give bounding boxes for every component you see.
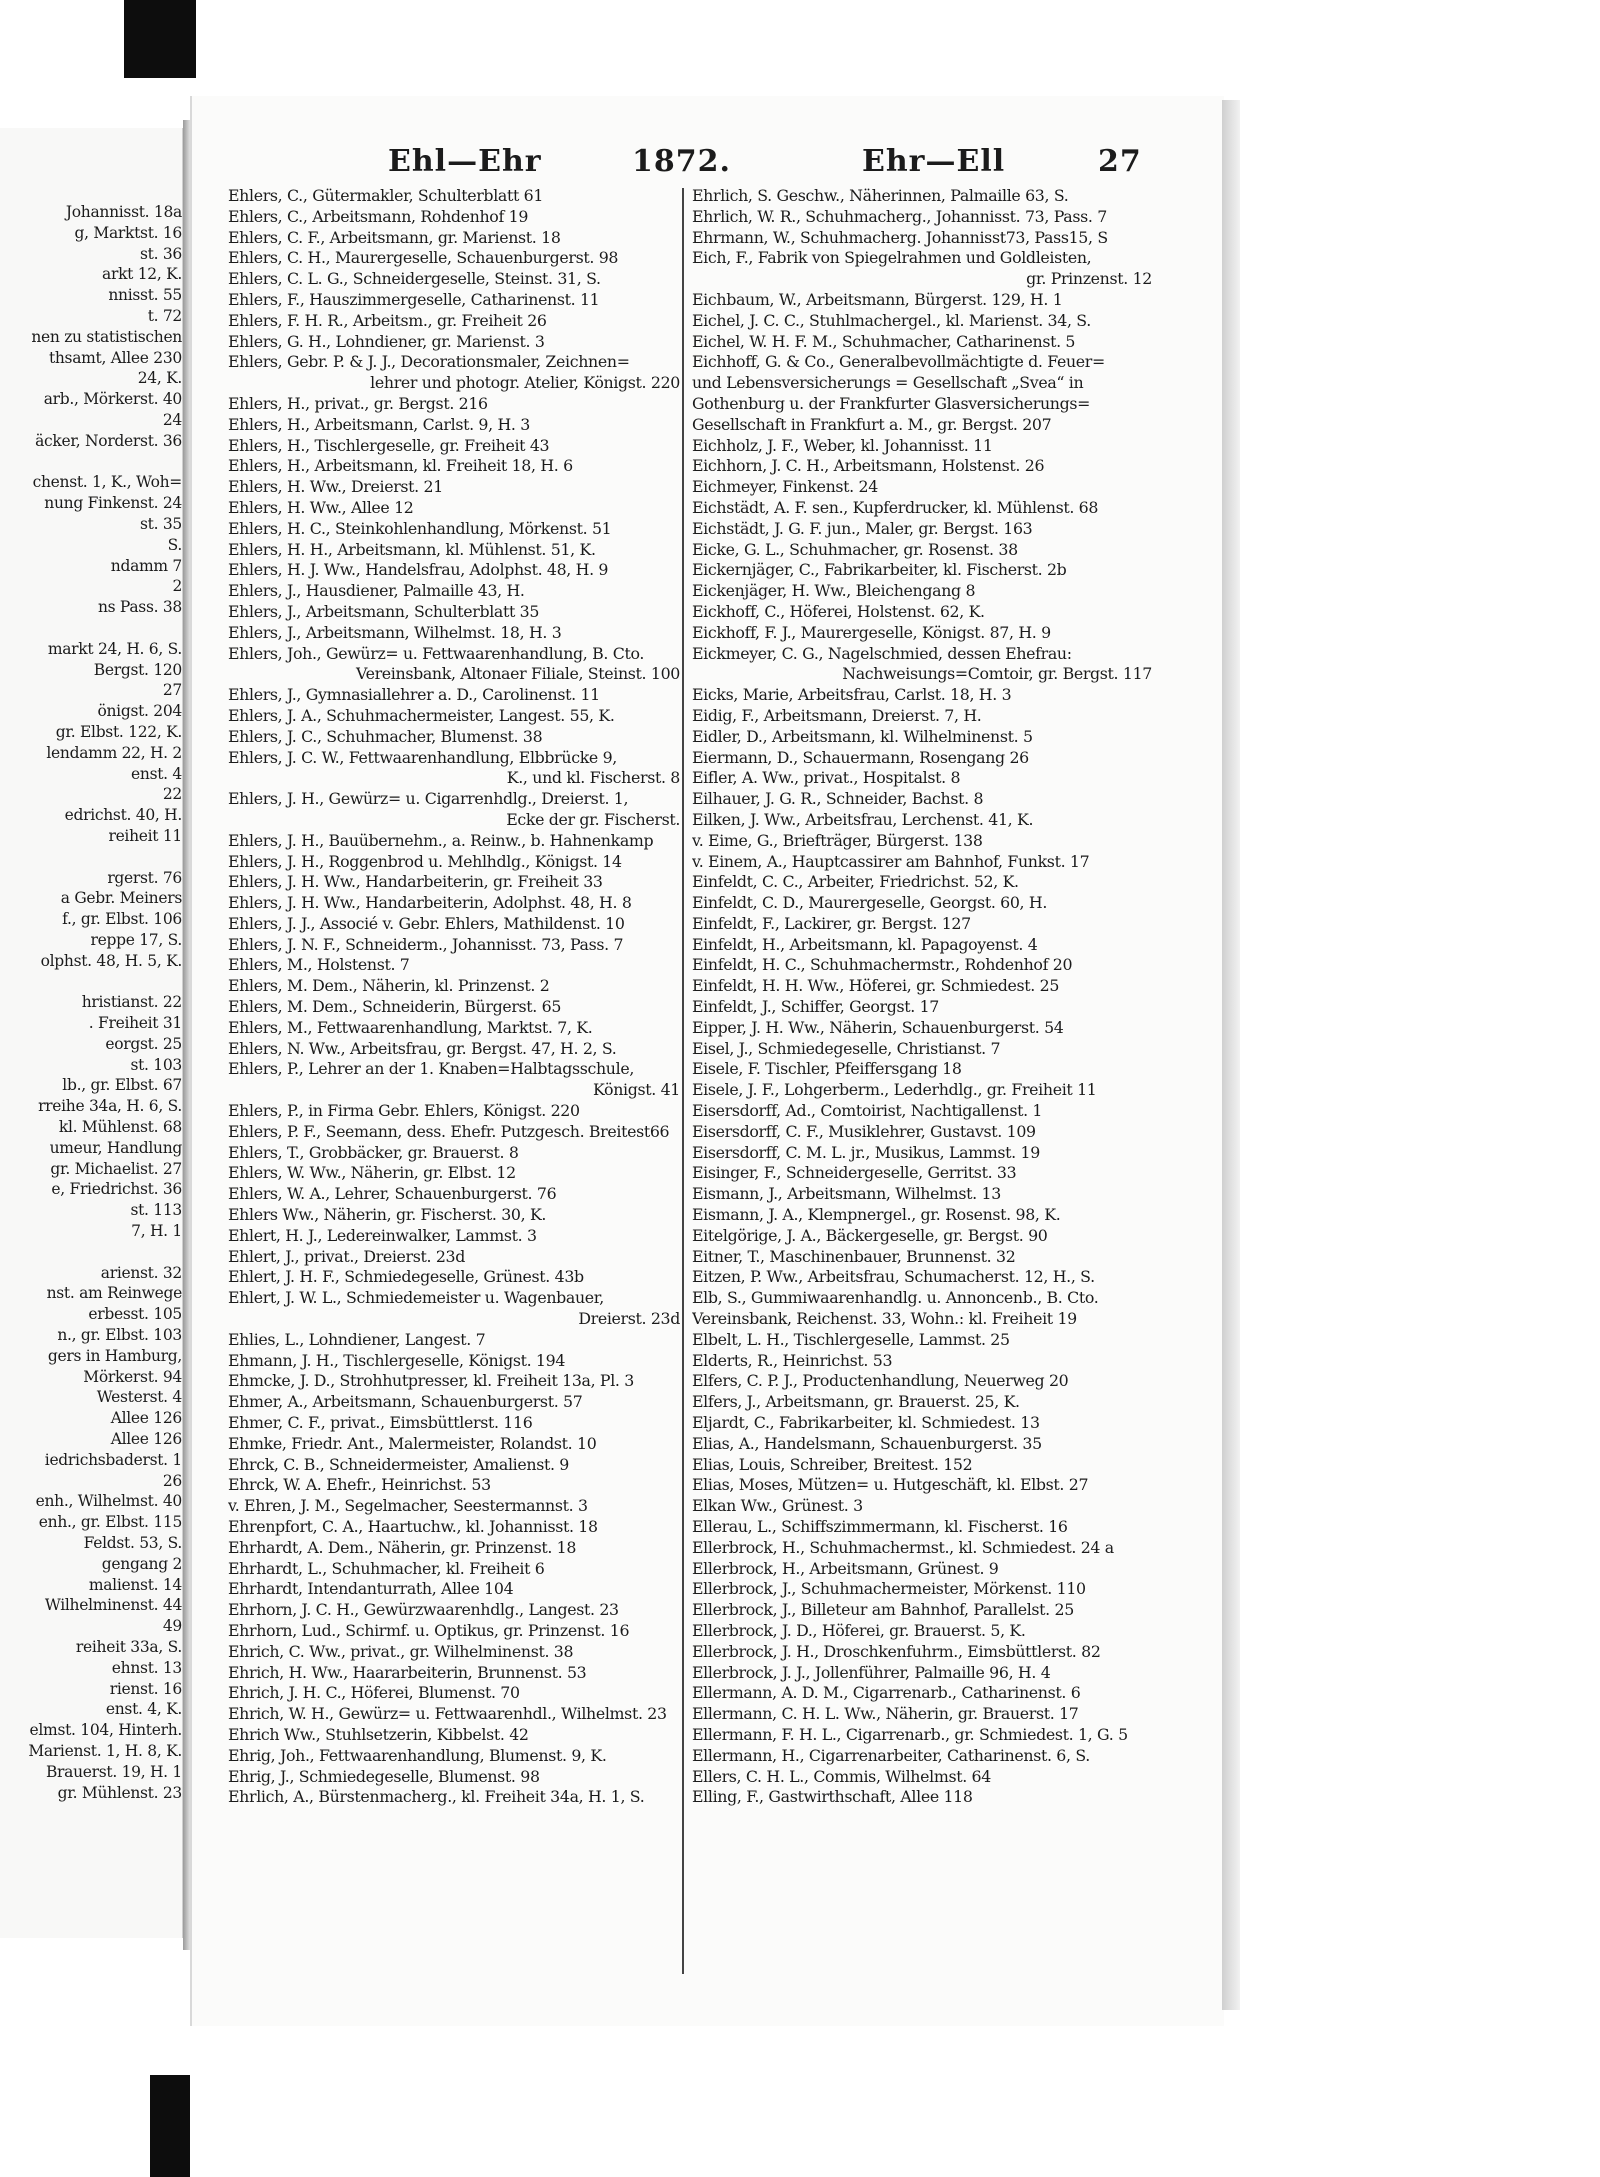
fragment-line: nen zu statistischen (31, 327, 182, 346)
scan-bar-top (124, 0, 196, 78)
directory-entry: Ehlers, H. Ww., Dreierst. 21 (228, 477, 443, 497)
directory-entry: Ehlers, W. A., Lehrer, Schauenburgerst. 76 (228, 1184, 557, 1204)
directory-entry: Ehrlich, S. Geschw., Näherinnen, Palmaille 63, S. (692, 186, 1069, 205)
directory-entry: Eisele, F. Tischler, Pfeiffersgang 18 (692, 1059, 962, 1079)
directory-entry: Ehrhardt, Intendanturrath, Allee 104 (228, 1579, 514, 1599)
directory-entry: Ehlers, H. C., Steinkohlenhandlung, Mörkenst. 51 (228, 518, 612, 538)
fragment-line: äcker, Norderst. 36 (35, 431, 182, 450)
fragment-line: 49 (162, 1617, 182, 1636)
directory-entry: Eichhorn, J. C. H., Arbeitsmann, Holstenst. 26 (692, 456, 1045, 476)
fragment-line: st. 113 (130, 1201, 182, 1220)
fragment-line: Johannisst. 18a (65, 203, 182, 221)
directory-entry: Ehlers, H. J. Ww., Handelsfrau, Adolphst. 48, H. 9 (228, 560, 609, 580)
fragment-line: a Gebr. Meiners (60, 889, 182, 908)
directory-entry: Eicks, Marie, Arbeitsfrau, Carlst. 18, H. 3 (692, 685, 1012, 705)
fragment-line: gr. Mühlenst. 23 (57, 1783, 182, 1802)
directory-entry: Ehlers, J., Hausdiener, Palmaille 43, H. (228, 581, 525, 601)
fragment-line: lendamm 22, H. 2 (46, 743, 182, 762)
directory-entry: Ehlers, F. H. R., Arbeitsm., gr. Freiheit 26 (228, 310, 547, 330)
directory-entry: Ehrich, J. H. C., Höferei, Blumenst. 70 (228, 1683, 520, 1703)
fragment-line: Wilhelminenst. 44 (44, 1596, 182, 1615)
directory-entry: und Lebensversicherungs = Gesellschaft „Svea“ in (692, 373, 1084, 393)
fragment-line: gengang 2 (101, 1554, 182, 1573)
directory-entry: Einfeldt, J., Schiffer, Georgst. 17 (692, 997, 939, 1017)
directory-entry: Eiermann, D., Schauermann, Rosengang 26 (692, 747, 1029, 767)
directory-entry: Einfeldt, F., Lackirer, gr. Bergst. 127 (692, 913, 971, 933)
directory-entry: lehrer und photogr. Atelier, Königst. 220 (370, 373, 680, 393)
directory-entry: Elias, Moses, Mützen= u. Hutgeschäft, kl. Elbst. 27 (692, 1475, 1089, 1495)
directory-entry: Ehrich, H. Ww., Haararbeiterin, Brunnenst. 53 (228, 1662, 587, 1682)
fragment-line: chenst. 1, K., Woh= (32, 473, 182, 492)
directory-entry: Ehmer, C. F., privat., Eimsbüttlerst. 116 (228, 1413, 533, 1433)
directory-entry: Ehlert, J., privat., Dreierst. 23d (228, 1246, 466, 1266)
directory-entry: Nachweisungs=Comtoir, gr. Bergst. 117 (842, 664, 1152, 684)
directory-entry: Ellerbrock, J., Billeteur am Bahnhof, Parallelst. 25 (692, 1600, 1074, 1620)
fragment-line (0, 452, 182, 473)
directory-entry: Ellerbrock, H., Arbeitsmann, Grünest. 9 (692, 1558, 999, 1578)
directory-entry: Eichstädt, A. F. sen., Kupferdrucker, kl. Mühlenst. 68 (692, 497, 1099, 517)
fragment-line: erbesst. 105 (88, 1305, 182, 1324)
directory-entry: Eichel, W. H. F. M., Schuhmacher, Catharinenst. 5 (692, 331, 1076, 351)
directory-entry: Elling, F., Gastwirthschaft, Allee 118 (692, 1787, 973, 1807)
fragment-line: arb., Mörkerst. 40 (43, 390, 182, 409)
left-page-fragment (0, 128, 185, 1938)
directory-entry: Eipper, J. H. Ww., Näherin, Schauenburgerst. 54 (692, 1017, 1064, 1037)
directory-entry: Ehlers, M., Holstenst. 7 (228, 955, 410, 975)
directory-entry: Eifler, A. Ww., privat., Hospitalst. 8 (692, 768, 961, 788)
directory-entry: Gothenburg u. der Frankfurter Glasversicherungs= (692, 393, 1091, 413)
directory-entry: Ehrenpfort, C. A., Haartuchw., kl. Johannisst. 18 (228, 1517, 598, 1536)
header-range-left: Ehl—Ehr (388, 144, 542, 179)
fragment-line: thsamt, Allee 230 (48, 348, 182, 367)
directory-entry: Ehlers, J. A., Schuhmachermeister, Langest. 55, K. (228, 705, 615, 725)
directory-entry: Ehlers, H., Arbeitsmann, Carlst. 9, H. 3 (228, 414, 530, 434)
fragment-line: g, Marktst. 16 (74, 223, 182, 242)
fragment-line: Westerst. 4 (96, 1388, 182, 1407)
fragment-line: rienst. 16 (109, 1679, 182, 1698)
header-range-right: Ehr—Ell (862, 144, 1006, 179)
fragment-line: nung Finkenst. 24 (44, 494, 182, 513)
fragment-line: Bergst. 120 (93, 660, 182, 679)
fragment-line: ndamm 7 (110, 556, 182, 575)
directory-entry: Elkan Ww., Grünest. 3 (692, 1496, 863, 1516)
fragment-line: 2 (172, 577, 182, 596)
directory-entry: Eicke, G. L., Schuhmacher, gr. Rosenst. 38 (692, 539, 1018, 559)
directory-entry: Elbelt, L. H., Tischlergeselle, Lammst. 25 (692, 1329, 1010, 1349)
directory-entry: Ehlers, J. H., Roggenbrod u. Mehlhdlg., Königst. 14 (228, 851, 622, 871)
fragment-line: rgerst. 76 (107, 868, 182, 887)
fragment-line: Allee 126 (110, 1430, 182, 1449)
column-left (228, 186, 680, 1808)
directory-entry: Ehlers, Joh., Gewürz= u. Fettwaarenhandlung, B. Cto. (228, 643, 645, 663)
directory-entry: Ehlers, G. H., Lohndiener, gr. Marienst. 3 (228, 331, 545, 351)
column-right (692, 186, 1152, 1808)
fragment-line: önigst. 204 (97, 702, 182, 721)
directory-entry: Eitner, T., Maschinenbauer, Brunnenst. 32 (692, 1246, 1016, 1266)
directory-entry: v. Einem, A., Hauptcassirer am Bahnhof, Funkst. 17 (692, 851, 1090, 871)
directory-entry: Eickernjäger, C., Fabrikarbeiter, kl. Fischerst. 2b (692, 560, 1067, 580)
fragment-line: S. (167, 535, 182, 554)
page-edge-shadow (1222, 100, 1240, 2010)
fragment-line: 27 (162, 681, 182, 700)
directory-entry: Ehlers, P., in Firma Gebr. Ehlers, Königst. 220 (228, 1101, 580, 1121)
directory-entry: Eichholz, J. F., Weber, kl. Johannisst. 11 (692, 435, 993, 455)
fragment-line: enh., Wilhelmst. 40 (35, 1492, 182, 1511)
directory-entry: Ellers, C. H. L., Commis, Wilhelmst. 64 (692, 1766, 991, 1786)
directory-entry: Ehlers, M. Dem., Schneiderin, Bürgerst. 65 (228, 997, 562, 1017)
directory-entry: Ehrich, C. Ww., privat., gr. Wilhelminenst. 38 (228, 1641, 574, 1661)
directory-entry: Ehlers, P. F., Seemann, dess. Ehefr. Putzgesch. Breitest66 (228, 1121, 670, 1141)
fragment-line: st. 35 (140, 514, 182, 533)
scan-bar-bottom (150, 2075, 190, 2177)
fragment-line: edrichst. 40, H. (64, 806, 182, 825)
fragment-line: reiheit 33a, S. (75, 1637, 182, 1656)
directory-entry: Ehmke, Friedr. Ant., Malermeister, Rolandst. 10 (228, 1433, 597, 1453)
directory-entry: Ehmer, A., Arbeitsmann, Schauenburgerst. 57 (228, 1392, 583, 1412)
directory-entry: Ehlert, J. W. L., Schmiedemeister u. Wagenbauer, (228, 1288, 604, 1308)
fragment-line: . Freiheit 31 (88, 1014, 182, 1033)
fragment-line: ehnst. 13 (111, 1658, 182, 1677)
directory-entry: Ehlers Ww., Näherin, gr. Fischerst. 30, K. (228, 1205, 547, 1225)
directory-entry: Ehrich Ww., Stuhlsetzerin, Kibbelst. 42 (228, 1724, 529, 1744)
directory-entry: Ellerau, L., Schiffszimmermann, kl. Fischerst. 16 (692, 1517, 1068, 1536)
fragment-line: Feldst. 53, S. (83, 1534, 182, 1552)
header-year: 1872. (632, 144, 731, 179)
directory-entry: Eljardt, C., Fabrikarbeiter, kl. Schmiedest. 13 (692, 1413, 1040, 1433)
directory-entry: Eickhoff, F. J., Maurergeselle, Königst. 87, H. 9 (692, 622, 1051, 642)
fragment-line: reiheit 11 (108, 826, 182, 845)
directory-entry: Ellerbrock, J. J., Jollenführer, Palmaille 96, H. 4 (692, 1662, 1051, 1682)
fragment-line: enst. 4, K. (105, 1700, 182, 1719)
directory-entry: Ehlers, J. H. Ww., Handarbeiterin, Adolphst. 48, H. 8 (228, 893, 632, 913)
directory-entry: Ehrlich, W. R., Schuhmacherg., Johannisst. 73, Pass. 7 (692, 206, 1107, 226)
fragment-line: st. 36 (140, 244, 182, 263)
directory-entry: Ehlers, J., Arbeitsmann, Wilhelmst. 18, H. 3 (228, 622, 562, 642)
fragment-line: markt 24, H. 6, S. (47, 639, 182, 658)
directory-entry: Ehlers, C., Gütermakler, Schulterblatt 61 (228, 186, 544, 205)
directory-entry: Eisel, J., Schmiedegeselle, Christianst. 7 (692, 1038, 1001, 1058)
directory-entry: Ehlers, N. Ww., Arbeitsfrau, gr. Bergst. 47, H. 2, S. (228, 1038, 617, 1058)
directory-entry: Ehlers, C., Arbeitsmann, Rohdenhof 19 (228, 206, 529, 226)
directory-entry: Einfeldt, C. C., Arbeiter, Friedrichst. 52, K. (692, 872, 1019, 892)
directory-entry: Eisersdorff, C. F., Musiklehrer, Gustavst. 109 (692, 1121, 1036, 1141)
directory-entry: Ehrck, W. A. Ehefr., Heinrichst. 53 (228, 1475, 491, 1495)
directory-entry: Elias, Louis, Schreiber, Breitest. 152 (692, 1454, 973, 1474)
fragment-line: elmst. 104, Hinterh. (29, 1721, 182, 1740)
fragment-line: st. 103 (130, 1055, 182, 1074)
fragment-line: Allee 126 (110, 1409, 182, 1428)
directory-entry: Eidler, D., Arbeitsmann, kl. Wilhelminenst. 5 (692, 726, 1033, 746)
fragment-line: 22 (162, 785, 182, 804)
directory-entry: Ehlers, H., privat., gr. Bergst. 216 (228, 393, 488, 413)
directory-entry: Ehmcke, J. D., Strohhutpresser, kl. Freiheit 13a, Pl. 3 (228, 1371, 634, 1391)
directory-entry: Ehlers, M. Dem., Näherin, kl. Prinzenst. 2 (228, 976, 550, 996)
fragment-line: arkt 12, K. (102, 265, 182, 284)
directory-entry: Ehlers, H., Tischlergeselle, gr. Freiheit 43 (228, 435, 550, 455)
directory-entry: Ellerbrock, J. H., Droschkenfuhrm., Eimsbüttlerst. 82 (692, 1641, 1101, 1661)
directory-entry: Elfers, C. P. J., Productenhandlung, Neuerweg 20 (692, 1371, 1069, 1391)
directory-entry: Ehrhorn, J. C. H., Gewürzwaarenhdlg., Langest. 23 (228, 1600, 619, 1620)
directory-entry: Ehlers, T., Grobbäcker, gr. Brauerst. 8 (228, 1142, 519, 1162)
fragment-line: f., gr. Elbst. 106 (62, 910, 182, 929)
directory-entry: Eickenjäger, H. Ww., Bleichengang 8 (692, 581, 976, 601)
directory-entry: Eitelgörige, J. A., Bäckergeselle, gr. Bergst. 90 (692, 1225, 1048, 1245)
directory-entry: Eitzen, P. Ww., Arbeitsfrau, Schumacherst. 12, H., S. (692, 1267, 1095, 1287)
page-header (192, 144, 1224, 180)
directory-entry: Ehlers, W. Ww., Näherin, gr. Elbst. 12 (228, 1163, 516, 1183)
directory-entry: Eisinger, F., Schneidergeselle, Gerritst. 33 (692, 1163, 1017, 1183)
directory-entry: Ehlers, J. H., Gewürz= u. Cigarrenhdlg., Dreierst. 1, (228, 789, 629, 809)
directory-entry: Einfeldt, H. H. Ww., Höferei, gr. Schmiedest. 25 (692, 976, 1060, 996)
directory-entry: Ellermann, F. H. L., Cigarrenarb., gr. Schmiedest. 1, G. 5 (692, 1724, 1128, 1744)
fragment-line: kl. Mühlenst. 68 (58, 1118, 182, 1137)
directory-entry: Ehlers, J. H., Bauübernehm., a. Reinw., b. Hahnenkamp (228, 830, 654, 850)
directory-entry: Ehrlich, A., Bürstenmacherg., kl. Freiheit 34a, H. 1, S. (228, 1787, 645, 1807)
directory-entry: Ehlers, H. H., Arbeitsmann, kl. Mühlenst. 51, K. (228, 539, 596, 559)
fragment-line: arienst. 32 (100, 1263, 182, 1282)
fragment-line: 24 (162, 410, 182, 429)
directory-entry: Ehlers, J. C. W., Fettwaarenhandlung, Elbbrücke 9, (228, 747, 617, 767)
directory-entry: Ehlers, J. H. Ww., Handarbeiterin, gr. Freiheit 33 (228, 872, 603, 892)
directory-entry: Elb, S., Gummiwaarenhandlg. u. Annoncenb., B. Cto. (692, 1288, 1099, 1308)
fragment-line: Marienst. 1, H. 8, K. (28, 1741, 182, 1760)
directory-entry: Ellermann, A. D. M., Cigarrenarb., Catharinenst. 6 (692, 1683, 1081, 1703)
fragment-line: 7, H. 1 (131, 1222, 182, 1241)
fragment-line: olphst. 48, H. 5, K. (40, 951, 182, 970)
fragment-line: rreihe 34a, H. 6, S. (38, 1097, 182, 1116)
fragment-line: lb., gr. Elbst. 67 (62, 1076, 182, 1095)
directory-entry: Ehrck, C. B., Schneidermeister, Amalienst. 9 (228, 1454, 570, 1474)
directory-entry: Ehlers, P., Lehrer an der 1. Knaben=Halbtagsschule, (228, 1059, 635, 1079)
directory-entry: v. Eime, G., Briefträger, Bürgerst. 138 (692, 830, 983, 850)
fragment-line: malienst. 14 (88, 1575, 182, 1594)
fragment-line: Brauerst. 19, H. 1 (45, 1762, 182, 1781)
directory-entry: Eickhoff, C., Höferei, Holstenst. 62, K. (692, 601, 985, 621)
directory-entry: Ehrig, Joh., Fettwaarenhandlung, Blumenst. 9, K. (228, 1745, 607, 1765)
directory-entry: Dreierst. 23d (578, 1309, 680, 1329)
directory-entry: Eidig, F., Arbeitsmann, Dreierst. 7, H. (692, 705, 982, 725)
directory-entry: Ehlers, C. H., Maurergeselle, Schauenburgerst. 98 (228, 248, 619, 268)
directory-entry: Ehrhardt, L., Schuhmacher, kl. Freiheit 6 (228, 1558, 545, 1578)
directory-entry: Ehlers, M., Fettwaarenhandlung, Marktst. 7, K. (228, 1017, 593, 1037)
directory-entry: v. Ehren, J. M., Segelmacher, Seestermannst. 3 (228, 1496, 588, 1516)
directory-entry: Ellermann, H., Cigarrenarbeiter, Catharinenst. 6, S. (692, 1745, 1090, 1765)
fragment-line: nst. am Reinwege (46, 1284, 182, 1303)
directory-entry: Eickmeyer, C. G., Nagelschmied, dessen Ehefrau: (692, 643, 1072, 663)
directory-entry: Eich, F., Fabrik von Spiegelrahmen und Goldleisten, (692, 248, 1092, 268)
directory-entry: Eilken, J. Ww., Arbeitsfrau, Lerchenst. 41, K. (692, 809, 1034, 829)
directory-entry: Eisersdorff, Ad., Comtoirist, Nachtigallenst. 1 (692, 1101, 1043, 1121)
fragment-line: hristianst. 22 (81, 993, 182, 1012)
directory-entry: Gesellschaft in Frankfurt a. M., gr. Bergst. 207 (692, 414, 1052, 434)
fragment-line: gers in Hamburg, (47, 1346, 182, 1365)
directory-entry: Ehrig, J., Schmiedegeselle, Blumenst. 98 (228, 1766, 540, 1786)
directory-entry: Vereinsbank, Altonaer Filiale, Steinst. 100 (355, 664, 680, 684)
directory-entry: Elfers, J., Arbeitsmann, gr. Brauerst. 25, K. (692, 1392, 1020, 1412)
fragment-line: iedrichsbaderst. 1 (44, 1450, 182, 1469)
fragment-line: e, Friedrichst. 36 (51, 1180, 182, 1199)
directory-entry: Vereinsbank, Reichenst. 33, Wohn.: kl. Freiheit 19 (692, 1309, 1077, 1329)
directory-entry: Ehlers, H., Arbeitsmann, kl. Freiheit 18, H. 6 (228, 456, 573, 476)
directory-entry: Eichstädt, J. G. F. jun., Maler, gr. Bergst. 163 (692, 518, 1033, 538)
column-divider (682, 188, 684, 1974)
directory-entry: K., und kl. Fischerst. 8 (506, 768, 680, 788)
directory-entry: Ehlers, H. Ww., Allee 12 (228, 497, 414, 517)
fragment-line: enh., gr. Elbst. 115 (38, 1513, 182, 1532)
fragment-line: reppe 17, S. (90, 930, 182, 949)
directory-entry: Ehlers, J. N. F., Schneiderm., Johannisst. 73, Pass. 7 (228, 934, 624, 954)
directory-entry: Eisersdorff, C. M. L. jr., Musikus, Lammst. 19 (692, 1142, 1040, 1162)
fragment-line: gr. Michaelist. 27 (50, 1159, 182, 1178)
directory-entry: Ellermann, C. H. L. Ww., Näherin, gr. Brauerst. 17 (692, 1704, 1079, 1724)
directory-entry: Einfeldt, H. C., Schuhmachermstr., Rohdenhof 20 (692, 955, 1073, 975)
directory-entry: Eichmeyer, Finkenst. 24 (692, 477, 878, 497)
directory-page (190, 96, 1224, 2026)
fragment-line (0, 847, 182, 868)
fragment-line: eorgst. 25 (105, 1034, 182, 1053)
directory-entry: Ehrich, W. H., Gewürz= u. Fettwaarenhdl., Wilhelmst. 23 (228, 1704, 667, 1724)
directory-entry: Ehrmann, W., Schuhmacherg. Johannisst73, Pass15, S (692, 227, 1108, 247)
directory-entry: gr. Prinzenst. 12 (1026, 269, 1152, 289)
directory-entry: Elias, A., Handelsmann, Schauenburgerst. 35 (692, 1433, 1042, 1453)
fragment-line: n., gr. Elbst. 103 (57, 1326, 182, 1345)
directory-entry: Ehrhorn, Lud., Schirmf. u. Optikus, gr. Prinzenst. 16 (228, 1620, 630, 1640)
directory-entry: Ehlert, J. H. F., Schmiedegeselle, Grünest. 43b (228, 1267, 584, 1287)
directory-entry: Ehlers, C. F., Arbeitsmann, gr. Marienst. 18 (228, 227, 561, 247)
directory-entry: Ellerbrock, H., Schuhmachermst., kl. Schmiedest. 24 a (692, 1537, 1114, 1557)
directory-entry: Ehmann, J. H., Tischlergeselle, Königst. 194 (228, 1350, 566, 1370)
directory-entry: Ehlers, J., Arbeitsmann, Schulterblatt 35 (228, 601, 540, 621)
directory-entry: Eichbaum, W., Arbeitsmann, Bürgerst. 129, H. 1 (692, 289, 1063, 309)
directory-entry: Ehlers, J., Gymnasiallehrer a. D., Carolinenst. 11 (228, 685, 600, 705)
directory-entry: Ehlers, C. L. G., Schneidergeselle, Steinst. 31, S. (228, 269, 601, 289)
directory-entry: Ehrhardt, A. Dem., Näherin, gr. Prinzenst. 18 (228, 1537, 577, 1557)
directory-entry: Eichel, J. C. C., Stuhlmachergel., kl. Marienst. 34, S. (692, 310, 1091, 330)
directory-entry: Eichhoff, G. & Co., Generalbevollmächtigte d. Feuer= (692, 352, 1105, 372)
directory-entry: Einfeldt, H., Arbeitsmann, kl. Papagoyenst. 4 (692, 934, 1038, 954)
directory-entry: Eilhauer, J. G. R., Schneider, Bachst. 8 (692, 789, 984, 809)
directory-entry: Eismann, J., Arbeitsmann, Wilhelmst. 13 (692, 1184, 1001, 1204)
page-number: 27 (1098, 144, 1142, 179)
fragment-line: umeur, Handlung (49, 1138, 182, 1157)
directory-entry: Ehlers, J. C., Schuhmacher, Blumenst. 38 (228, 726, 543, 746)
directory-entry: Ehlies, L., Lohndiener, Langest. 7 (228, 1329, 486, 1349)
directory-entry: Königst. 41 (593, 1080, 680, 1100)
fragment-line: enst. 4 (131, 764, 182, 783)
directory-entry: Einfeldt, C. D., Maurergeselle, Georgst. 60, H. (692, 893, 1048, 913)
directory-entry: Elderts, R., Heinrichst. 53 (692, 1350, 893, 1370)
fragment-line: gr. Elbst. 122, K. (55, 722, 182, 741)
fragment-line: 26 (162, 1471, 182, 1490)
directory-entry: Eisele, J. F., Lohgerberm., Lederhdlg., gr. Freiheit 11 (692, 1080, 1097, 1100)
directory-entry: Ehlert, H. J., Ledereinwalker, Lammst. 3 (228, 1225, 537, 1245)
directory-entry: Ehlers, Gebr. P. & J. J., Decorationsmaler, Zeichnen= (228, 352, 630, 372)
directory-entry: Ehlers, F., Hauszimmergeselle, Catharinenst. 11 (228, 289, 600, 309)
fragment-line (0, 971, 182, 992)
directory-entry: Eismann, J. A., Klempnergel., gr. Rosenst. 98, K. (692, 1205, 1061, 1225)
fragment-line: t. 72 (147, 306, 182, 325)
fragment-line (0, 618, 182, 639)
fragment-line: 24, K. (137, 369, 182, 388)
directory-entry: Ellerbrock, J. D., Höferei, gr. Brauerst. 5, K. (692, 1620, 1026, 1640)
directory-entry: Ehlers, J. J., Associé v. Gebr. Ehlers, Mathildenst. 10 (228, 913, 625, 933)
fragment-line: Mörkerst. 94 (83, 1367, 182, 1386)
directory-entry: Ecke der gr. Fischerst. (506, 809, 680, 829)
fragment-line: ns Pass. 38 (97, 598, 182, 617)
left-page-lines (0, 202, 182, 1803)
directory-entry: Ellerbrock, J., Schuhmachermeister, Mörkenst. 110 (692, 1579, 1086, 1599)
fragment-line: nnisst. 55 (108, 286, 182, 305)
fragment-line (0, 1242, 182, 1263)
